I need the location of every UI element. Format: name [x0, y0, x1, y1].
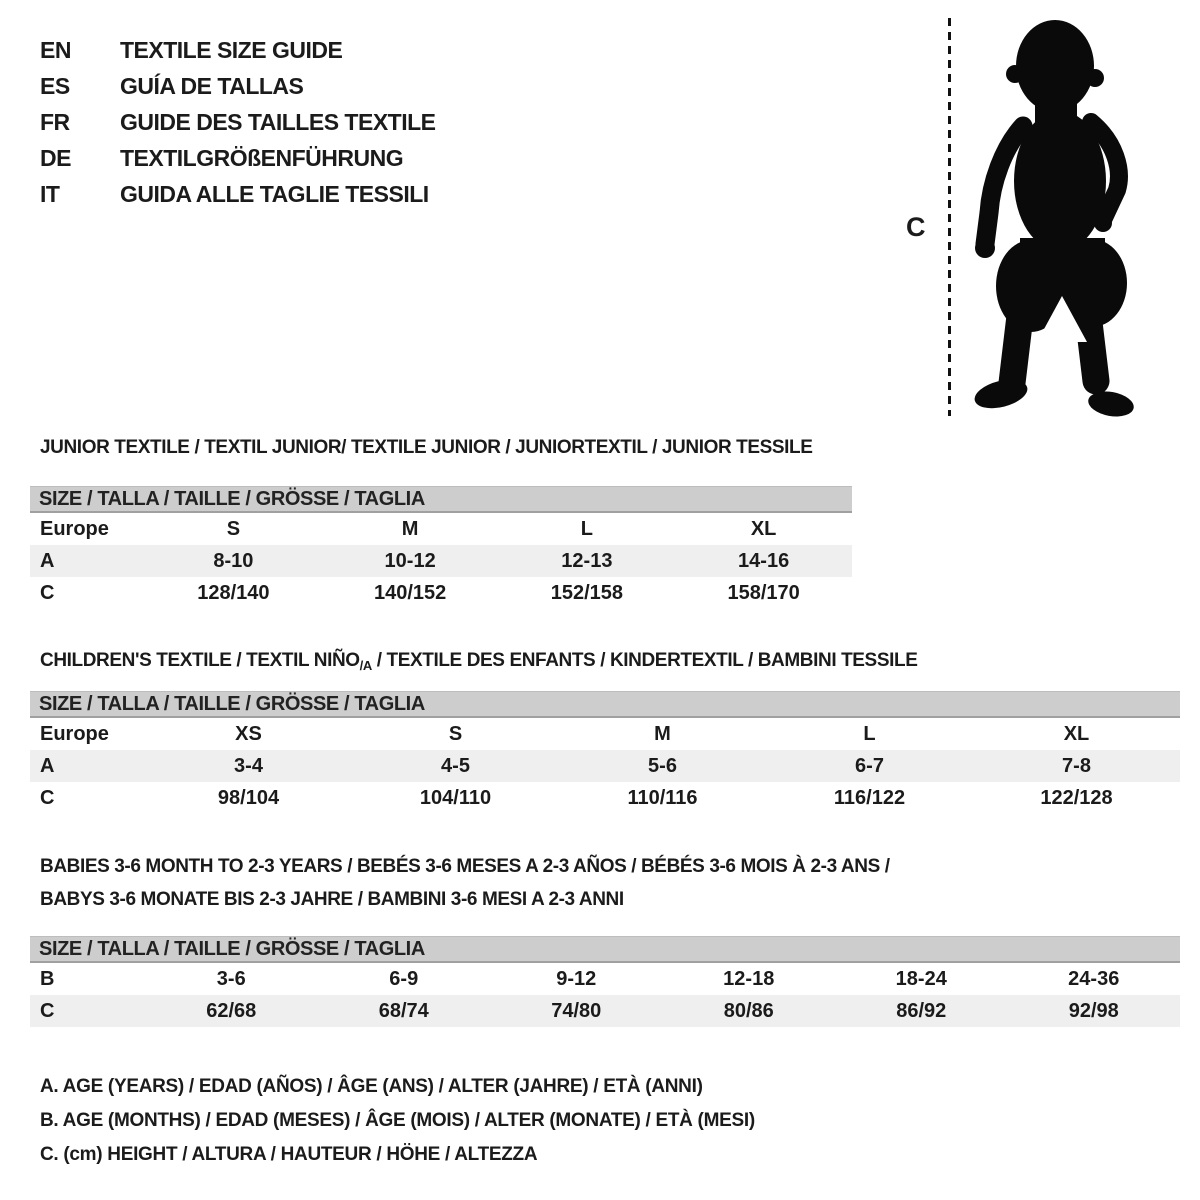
measure-c-label: C: [906, 212, 926, 242]
table-row: [30, 545, 852, 577]
table-cell: 122/128: [1040, 786, 1113, 809]
table-cell: 3-6: [216, 967, 246, 990]
table-cell: L: [863, 722, 876, 745]
table-cell: 6-7: [855, 754, 884, 777]
language-guide-title: GUIDA ALLE TAGLIE TESSILI: [120, 180, 429, 207]
size-header-bar: SIZE / TALLA / TAILLE / GRÖSSE / TAGLIA: [30, 486, 852, 513]
row-label: C: [40, 581, 55, 604]
language-row: [40, 68, 436, 104]
table-cell: S: [448, 722, 463, 745]
table-row: [30, 750, 1180, 782]
table-cell: 8-10: [213, 549, 254, 572]
language-row: [40, 140, 436, 176]
children-section-title: [40, 650, 917, 673]
toddler-silhouette: [965, 18, 1140, 418]
language-row: [40, 104, 436, 140]
table-cell: 104/110: [419, 786, 492, 809]
language-row: [40, 176, 436, 212]
table-cell: S: [226, 517, 241, 540]
table-cell: 9-12: [556, 967, 597, 990]
table-cell: 158/170: [727, 581, 800, 604]
table-cell: 62/68: [206, 999, 257, 1022]
junior-size-table: [30, 486, 852, 609]
size-header-bar: SIZE / TALLA / TAILLE / GRÖSSE / TAGLIA: [30, 936, 1180, 963]
table-cell: 12-13: [561, 549, 613, 572]
table-cell: 74/80: [551, 999, 602, 1022]
junior-section-title: JUNIOR TEXTILE / TEXTIL JUNIOR/ TEXTILE JUNIOR / JUNIORTEXTIL / JUNIOR TESSILE: [40, 437, 813, 458]
footnote-a: A. AGE (YEARS) / EDAD (AÑOS) / ÂGE (ANS) / ALTER (JAHRE) / ETÀ (ANNI): [40, 1076, 703, 1097]
children-title-pre: CHILDREN'S TEXTILE / TEXTIL NIÑO: [40, 650, 360, 671]
language-guide-title: TEXTILGRÖßENFÜHRUNG: [120, 144, 404, 171]
language-title-list: [40, 32, 436, 212]
footnotes: [40, 1070, 755, 1172]
table-row: [30, 963, 1180, 995]
table-cell: 4-5: [441, 754, 470, 777]
table-cell: 128/140: [197, 581, 270, 604]
language-code: FR: [40, 108, 70, 135]
children-title-post: / TEXTILE DES ENFANTS / KINDERTEXTIL / BAMBINI TESSILE: [371, 650, 918, 671]
children-size-table: [30, 691, 1180, 814]
row-label: A: [40, 549, 55, 572]
table-cell: 110/116: [627, 786, 698, 809]
table-cell: L: [580, 517, 593, 540]
table-cell: 140/152: [373, 581, 447, 604]
table-cell: M: [401, 517, 419, 540]
table-row: [30, 995, 1180, 1027]
table-cell: 10-12: [384, 549, 436, 572]
table-row: [30, 782, 1180, 814]
language-row: [40, 32, 436, 68]
table-row: [30, 718, 1180, 750]
row-label: C: [40, 999, 55, 1022]
size-header-bar: SIZE / TALLA / TAILLE / GRÖSSE / TAGLIA: [30, 691, 1180, 718]
row-label: B: [40, 967, 55, 990]
table-cell: 24-36: [1068, 967, 1120, 990]
table-cell: 3-4: [234, 754, 263, 777]
table-cell: XL: [1063, 722, 1090, 745]
table-cell: M: [654, 722, 671, 745]
row-label: A: [40, 754, 55, 777]
babies-size-table: [30, 936, 1180, 1027]
table-cell: XS: [235, 722, 262, 745]
table-cell: 152/158: [550, 581, 624, 604]
table-cell: 7-8: [1062, 754, 1091, 777]
babies-section-title-line1: BABIES 3-6 MONTH TO 2-3 YEARS / BEBÉS 3-6 MESES A 2-3 AÑOS / BÉBÉS 3-6 MOIS À 2-3 ANS /: [40, 856, 890, 877]
language-code: DE: [40, 144, 71, 171]
height-dashed-line: [948, 18, 951, 416]
language-guide-title: TEXTILE SIZE GUIDE: [120, 36, 343, 63]
table-cell: 116/122: [833, 786, 906, 809]
row-label: Europe: [40, 517, 109, 540]
table-cell: 18-24: [895, 967, 947, 990]
row-label: Europe: [40, 722, 109, 745]
table-cell: 12-18: [723, 967, 775, 990]
table-cell: 6-9: [389, 967, 419, 990]
table-cell: 68/74: [378, 999, 429, 1022]
table-row: [30, 577, 852, 609]
language-code: EN: [40, 36, 71, 63]
language-code: ES: [40, 72, 70, 99]
children-title-sub: /A: [359, 658, 372, 673]
footnote-c: C. (cm) HEIGHT / ALTURA / HAUTEUR / HÖHE / ALTEZZA: [40, 1144, 538, 1165]
table-row: [30, 513, 852, 545]
table-cell: 92/98: [1068, 999, 1119, 1022]
table-cell: XL: [750, 517, 777, 540]
table-cell: 86/92: [896, 999, 947, 1022]
table-cell: 5-6: [648, 754, 677, 777]
table-cell: 80/86: [723, 999, 774, 1022]
table-cell: 98/104: [217, 786, 280, 809]
footnote-b: B. AGE (MONTHS) / EDAD (MESES) / ÂGE (MOIS) / ALTER (MONATE) / ETÀ (MESI): [40, 1110, 755, 1131]
language-code: IT: [40, 180, 60, 207]
row-label: C: [40, 786, 55, 809]
babies-section-title-line2: BABYS 3-6 MONATE BIS 2-3 JAHRE / BAMBINI 3-6 MESI A 2-3 ANNI: [40, 889, 624, 910]
table-cell: 14-16: [738, 549, 790, 572]
language-guide-title: GUIDE DES TAILLES TEXTILE: [120, 108, 436, 135]
language-guide-title: GUÍA DE TALLAS: [120, 72, 304, 99]
